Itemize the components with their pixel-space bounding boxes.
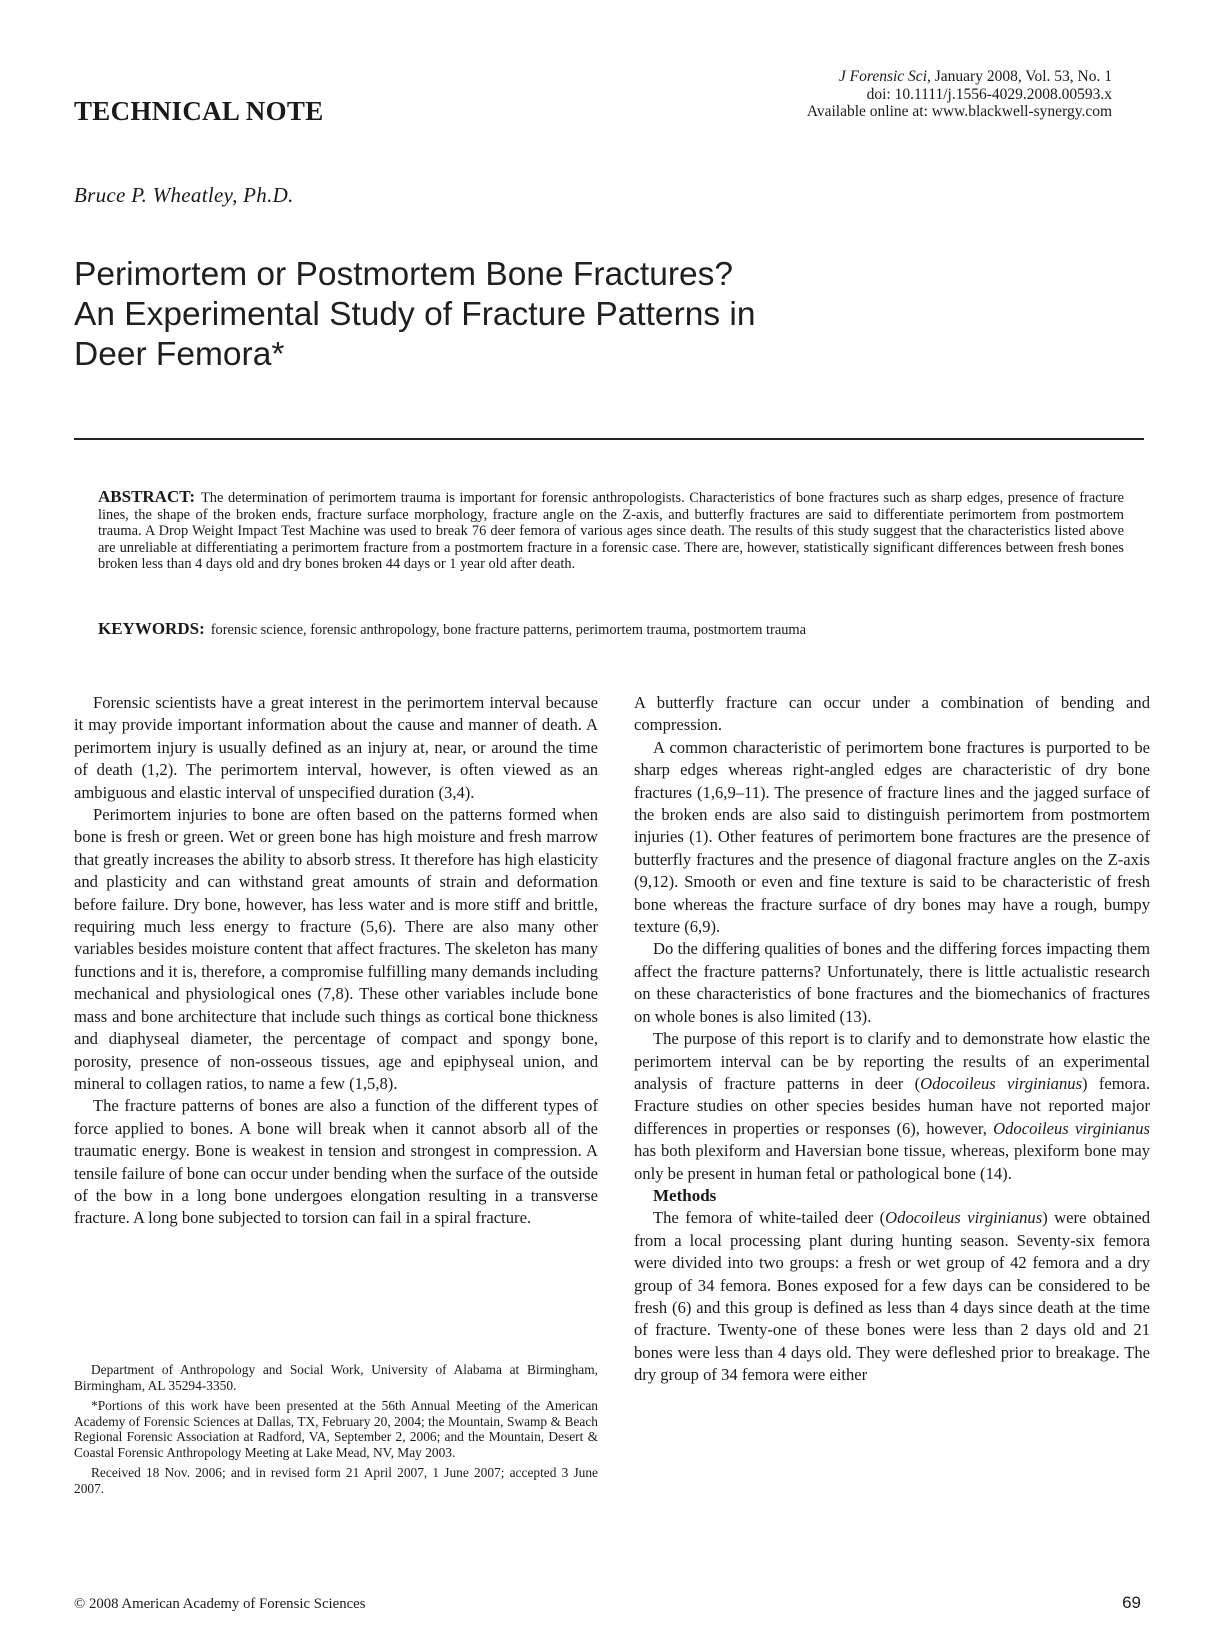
body-paragraph: Forensic scientists have a great interest in the perimortem interval because it may provide important information about the cause and manner of death. A perimortem injury is usually defined as an injury at, near, or around the time of death (1,2). The perimortem interval, however, is often viewed as an ambiguous and elastic interval of unspecified duration (3,4). <box>74 693 598 802</box>
abstract-label: ABSTRACT: <box>98 487 195 506</box>
copyright: © 2008 American Academy of Forensic Sciences <box>74 1596 366 1612</box>
body-paragraph: Perimortem injuries to bone are often based on the patterns formed when bone is fresh or green. Wet or green bone has high moisture and fresh marrow that greatly increases the ability to absorb stress. It therefore has high elasticity and plasticity and can withstand great amounts of strain and deformation before failure. Dry bone, however, has less water and is more stiff and brittle, requiring much less energy to fracture (5,6). There are also many other variables besides moisture content that affect fractures. The skeleton has many functions and it is, therefore, a compromise fulfilling many demands including mechanical and physiological ones (7,8). These other variables include bone mass and bone architecture that include such things as cortical bone thickness and diaphyseal diameter, the percentage of compact and spongy bone, porosity, presence of non-osseous tissues, age and epiphyseal union, and mineral to collagen ratios, to name a few (1,5,8). <box>74 805 598 1093</box>
methods-heading: Methods <box>653 1185 717 1205</box>
text-run: has both plexiform and Haversian bone tissue, whereas, plexiform bone may only be present in human fetal or pathological bone (14). <box>634 1141 1150 1183</box>
abstract-text: The determination of perimortem trauma is important for forensic anthropologists. Characteristics of bone fractures such as sharp edges, presence of fracture lines, the shape of the broken ends, fracture surface morphology, fracture angle on the Z-axis, and butterfly fractures are said to differentiate perimortem from postmortem trauma. A Drop Weight Impact Test Machine was used to break 76 deer femora of various ages since death. The results of this study suggest that the characteristics listed above are unreliable at differentiating a perimortem fracture from a postmortem fracture in a forensic case. There are, however, statistically significant differences between fresh bones broken less than 4 days old and dry bones broken 44 days or 1 year old after death. <box>98 490 1124 573</box>
journal-reference <box>807 68 1112 121</box>
footnotes <box>74 1362 598 1501</box>
text-run: ) were obtained from a local processing plant during hunting season. Seventy-six femora were divided into two groups: a fresh or wet group of 42 femora and a dry group of 34 femora. Bones exposed for a few days can be considered to be fresh (6) and this group is defined as less than 4 days since death at the time of fracture. Twenty-one of these bones were less than 2 days old and 21 bones were less than 4 days old. They were defleshed prior to breakage. The dry group of 34 femora were either <box>634 1208 1150 1385</box>
page-number: 69 <box>1122 1593 1141 1612</box>
journal-issue: January 2008, Vol. 53, No. 1 <box>930 68 1112 85</box>
title-line: An Experimental Study of Fracture Patterns in <box>74 296 756 333</box>
doi: doi: 10.1111/j.1556-4029.2008.00593.x <box>866 85 1112 103</box>
affiliation-footnote: Department of Anthropology and Social Work, University of Alabama at Birmingham, Birmingham, AL 35294-3350. <box>74 1362 598 1393</box>
body-paragraph: A butterfly fracture can occur under a combination of bending and compression. <box>634 693 1150 735</box>
species-name: Odocoileus virginianus <box>993 1118 1150 1138</box>
title-line: Deer Femora* <box>74 336 285 373</box>
presentation-footnote: *Portions of this work have been presented at the 56th Annual Meeting of the American Academy of Forensic Sciences at Dallas, TX, February 20, 2004; the Mountain, Swamp & Beach Regional Forensic Association at Radford, VA, September 2, 2006; and the Mountain, Desert & Coastal Forensic Anthropology Meeting at Lake Mead, NV, May 2003. <box>74 1398 598 1460</box>
left-column <box>74 692 598 1230</box>
body-paragraph: A common characteristic of perimortem bone fractures is purported to be sharp edges whereas right-angled edges are characteristic of dry bone fractures (1,6,9–11). The presence of fracture lines and the jagged surface of the broken ends are also said to distinguish perimortem from postmortem injuries (1). Other features of perimortem bone fractures are the presence of butterfly fractures and the presence of diagonal fracture angles on the Z-axis (9,12). Smooth or even and fine texture is said to be characteristic of fresh bone whereas the fracture surface of dry bones may have a rough, bumpy texture (6,9). <box>634 737 1150 937</box>
text-run: The purpose of this report is to clarify and to demonstrate how elastic the perimortem interval can be by reporting the results of an experimental analysis of fracture patterns in deer ( <box>634 1029 1150 1093</box>
keywords-text: forensic science, forensic anthropology, bone fracture patterns, perimortem trauma, postmortem trauma <box>210 622 806 638</box>
keywords-label: KEYWORDS: <box>98 619 205 638</box>
paper-title <box>74 255 755 375</box>
title-line: Perimortem or Postmortem Bone Fractures? <box>74 256 734 293</box>
section-label: TECHNICAL NOTE <box>74 96 324 126</box>
journal-name: J Forensic Sci, <box>838 68 931 85</box>
right-column <box>634 692 1150 1387</box>
body-paragraph <box>634 1207 1150 1386</box>
abstract <box>98 489 1124 573</box>
availability: Available online at: www.blackwell-synergy.com <box>806 103 1112 120</box>
keywords <box>98 620 1124 639</box>
text-run: ) femora. Fracture studies on other species besides human have not reported major differences in properties or responses (6), however, <box>634 1073 1150 1138</box>
body-paragraph: The fracture patterns of bones are also a function of the different types of force applied to bones. A bone will break when it cannot absorb all of the traumatic energy. Bone is weakest in tension and strongest in compression. A tensile failure of bone can occur under bending when the surface of the outside of the bow in a long bone undergoes elongation resulting in a transverse fracture. A long bone subjected to torsion can fail in a spiral fracture. <box>74 1096 598 1228</box>
author: Bruce P. Wheatley, Ph.D. <box>74 183 294 207</box>
body-paragraph: Do the differing qualities of bones and the differing forces impacting them affect the fracture patterns? Unfortunately, there is little actualistic research on these characteristics of bone fractures and the biomechanics of fractures on whole bones is also limited (13). <box>634 939 1150 1026</box>
title-rule <box>74 438 1144 440</box>
species-name: Odocoileus virginianus <box>920 1073 1083 1093</box>
species-name: Odocoileus virginianus <box>885 1208 1043 1228</box>
body-paragraph <box>634 1028 1150 1185</box>
text-run: The femora of white-tailed deer ( <box>653 1208 886 1228</box>
received-footnote: Received 18 Nov. 2006; and in revised form 21 April 2007, 1 June 2007; accepted 3 June 2007. <box>74 1465 598 1496</box>
